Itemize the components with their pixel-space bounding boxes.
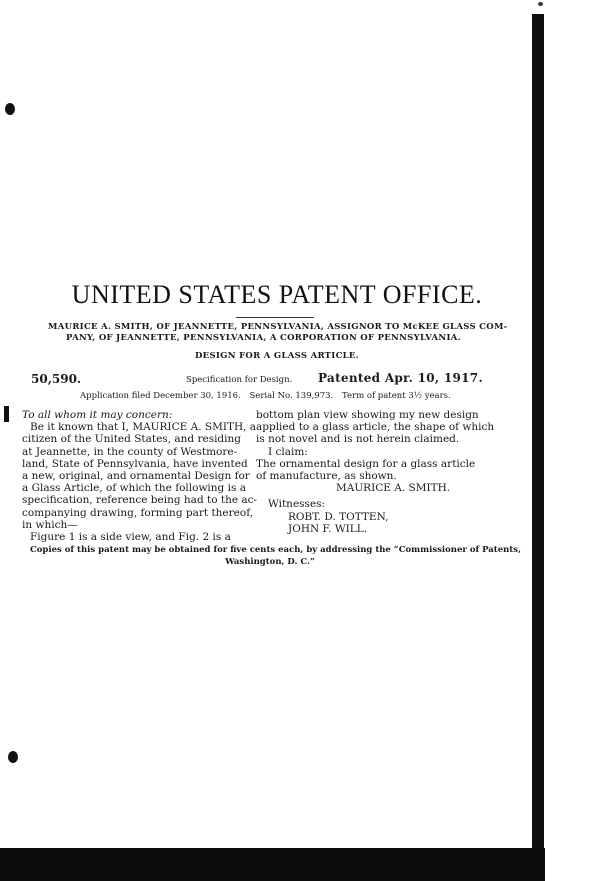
body-right-column	[256, 409, 495, 535]
body-line: Be it known that I, MAURICE A. SMITH, a	[30, 421, 257, 434]
punch-hole-bottom	[8, 751, 18, 763]
inventor-signature: MAURICE A. SMITH.	[336, 482, 451, 495]
punch-hole-top	[5, 103, 15, 115]
patent-term: Term of patent 3½ years.	[341, 391, 451, 401]
patent-number: 50,590.	[31, 372, 82, 386]
salutation: To all whom it may concern:	[22, 409, 173, 421]
copies-line-2: Washington, D. C.”	[225, 557, 315, 567]
body-left-column	[22, 409, 258, 544]
margin-mark	[4, 406, 9, 422]
application-filed: Application filed December 30, 1916.	[80, 391, 241, 401]
scan-edge-bottom	[0, 848, 545, 881]
scan-edge-right	[532, 14, 544, 881]
copies-notice	[30, 544, 521, 568]
witness-name: JOHN F. WILL.	[288, 522, 368, 535]
patented-date: Patented Apr. 10, 1917.	[318, 371, 483, 385]
assignor-line-1: MAURICE A. SMITH, OF JEANNETTE, PENNSYLVANIA, ASSIGNOR TO McKEE GLASS COM-	[48, 322, 508, 332]
body-line: in which—	[22, 518, 78, 531]
claim-text: of manufacture, as shown.	[256, 470, 397, 483]
body-line: is not novel and is not herein claimed.	[256, 433, 460, 446]
body-line: specification, reference being had to the ac-	[22, 494, 258, 507]
witnesses-label: Witnesses:	[268, 498, 326, 511]
body-line: at Jeannette, in the county of Westmore-	[22, 445, 238, 458]
body-line: citizen of the United States, and residing	[22, 433, 241, 446]
body-line: applied to a glass article, the shape of which	[256, 421, 495, 434]
office-title: UNITED STATES PATENT OFFICE.	[71, 280, 483, 309]
design-title: DESIGN FOR A GLASS ARTICLE.	[195, 351, 359, 361]
copies-line-1: Copies of this patent may be obtained for five cents each, by addressing the “Commissioner of Patents,	[30, 545, 521, 555]
witness-name: ROBT. D. TOTTEN,	[288, 510, 389, 523]
specification-label: Specification for Design.	[186, 375, 293, 385]
serial-number: Serial No. 139,973.	[249, 391, 334, 401]
body-line: Figure 1 is a side view, and Fig. 2 is a	[30, 531, 231, 544]
body-line: bottom plan view showing my new design	[256, 409, 479, 421]
claim-label: I claim:	[268, 445, 308, 458]
body-line: a Glass Article, of which the following is a	[22, 482, 246, 495]
body-line: companying drawing, forming part thereof,	[22, 506, 254, 519]
body-line: land, State of Pennsylvania, have invented	[22, 457, 248, 470]
application-line	[80, 391, 457, 401]
body-line: a new, original, and ornamental Design for	[22, 470, 250, 483]
title-rule	[236, 317, 314, 318]
scan-speck	[538, 2, 543, 6]
claim-text: The ornamental design for a glass article	[256, 457, 476, 470]
assignor-line-2: PANY, OF JEANNETTE, PENNSYLVANIA, A CORPORATION OF PENNSYLVANIA.	[66, 333, 461, 343]
